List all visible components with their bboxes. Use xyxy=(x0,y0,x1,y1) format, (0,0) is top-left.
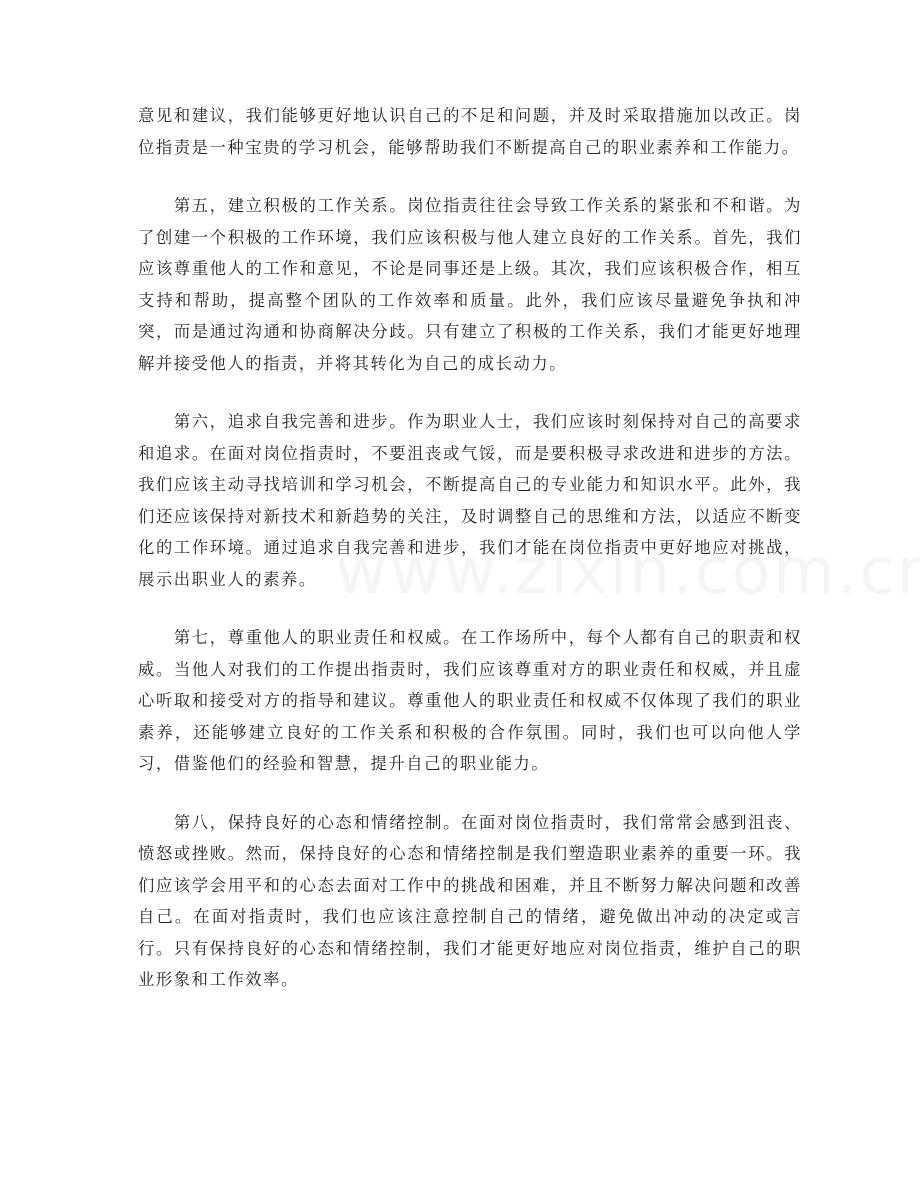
paragraph-2: 第五，建立积极的工作关系。岗位指责往往会导致工作关系的紧张和不和谐。为了创建一个积极的工作环境，我们应该积极与他人建立良好的工作关系。首先，我们应该尊重他人的工作和意见，不论是同事还是上级。其次，我们应该积极合作，相互支持和帮助，提高整个团队的工作效率和质量。此外，我们应该尽量避免争执和冲突，而是通过沟通和协商解决分歧。只有建立了积极的工作关系，我们才能更好地理解并接受他人的指责，并将其转化为自己的成长动力。 xyxy=(138,196,802,373)
paragraph-1: 意见和建议，我们能够更好地认识自己的不足和问题，并及时采取措施加以改正。岗位指责是一种宝贵的学习机会，能够帮助我们不断提高自己的职业素养和工作能力。 xyxy=(138,106,802,157)
paragraph-4: 第七，尊重他人的职业责任和权威。在工作场所中，每个人都有自己的职责和权威。当他人对我们的工作提出指责时，我们应该尊重对方的职业责任和权威，并且虚心听取和接受对方的指导和建议。尊重他人的职业责任和权威不仅体现了我们的职业素养，还能够建立良好的工作关系和积极的合作氛围。同时，我们也可以向他人学习，借鉴他们的经验和智慧，提升自己的职业能力。 xyxy=(138,628,802,773)
paragraph-5: 第八，保持良好的心态和情绪控制。在面对岗位指责时，我们常常会感到沮丧、愤怒或挫败。然而，保持良好的心态和情绪控制是我们塑造职业素养的重要一环。我们应该学会用平和的心态去面对工作中的挑战和困难，并且不断努力解决问题和改善自己。在面对指责时，我们也应该注意控制自己的情绪，避免做出冲动的决定或言行。只有保持良好的心态和情绪控制，我们才能更好地应对岗位指责，维护自己的职业形象和工作效率。 xyxy=(138,812,802,989)
paragraph-3: 第六，追求自我完善和进步。作为职业人士，我们应该时刻保持对自己的高要求和追求。在面对岗位指责时，不要沮丧或气馁，而是要积极寻求改进和进步的方法。我们应该主动寻找培训和学习机会，不断提高自己的专业能力和知识水平。此外，我们还应该保持对新技术和新趋势的关注，及时调整自己的思维和方法，以适应不断变化的工作环境。通过追求自我完善和进步，我们才能在岗位指责中更好地应对挑战，展示出职业人的素养。 xyxy=(138,412,802,589)
document-body xyxy=(138,100,802,1023)
